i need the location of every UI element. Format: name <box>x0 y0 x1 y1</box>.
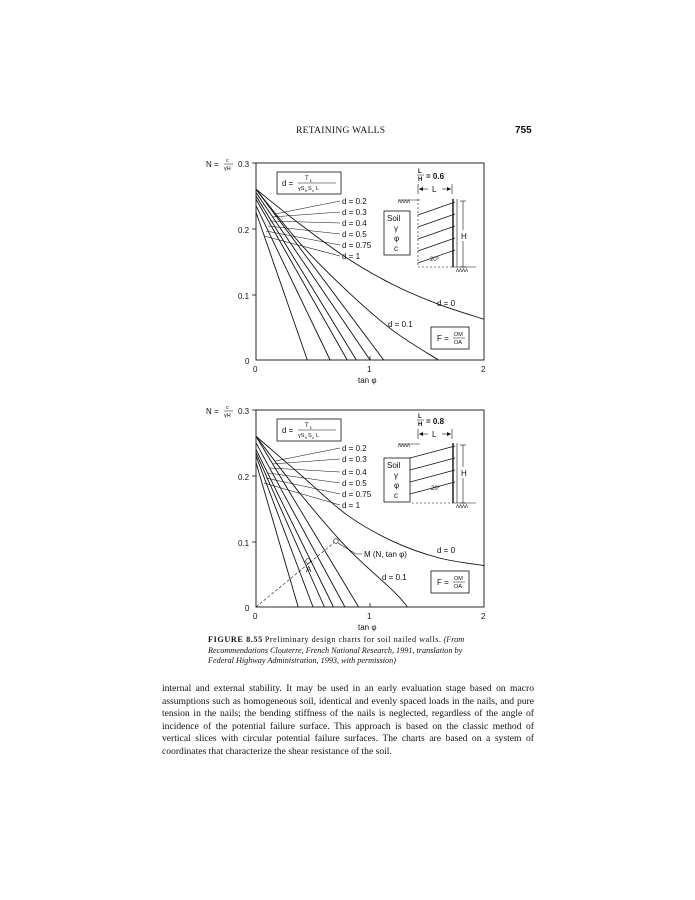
soil-gamma: γ <box>394 471 398 480</box>
figure-label: FIGURE 8.55 <box>208 635 263 644</box>
y-axis-label: N = <box>206 160 219 169</box>
y-axis-label-denominator: γH <box>224 166 231 172</box>
svg-text:T: T <box>305 176 309 182</box>
body-paragraph: internal and external stability. It may be used in an early evaluation stage based on macro assumptions such as homogeneous soil, identical and evenly spaced loads in the nails, and pure tension in the nails; the bending stiffness of the nails is neglected, regardless of the angle of incidence of the potential failure surface. This approach is based on the classic method of vertical slices with circular potential failure surfaces. The charts are based on a system of coordinates that characterize the shear resistance of the soil. <box>162 683 534 757</box>
ratio-label: = 0.6 <box>426 172 445 181</box>
svg-text:H: H <box>418 177 423 183</box>
d-curve-label: d = 0.2 <box>342 197 367 206</box>
svg-text:d =: d = <box>282 426 294 435</box>
svg-text:c: c <box>226 405 229 411</box>
svg-text:H: H <box>418 422 423 428</box>
angle-label: 20° <box>430 257 440 263</box>
svg-text:L: L <box>310 425 313 430</box>
x-tick-label: 2 <box>481 612 486 621</box>
svg-text:d =: d = <box>282 179 294 188</box>
soil-gamma: γ <box>394 224 398 233</box>
svg-text:F =: F = <box>437 334 449 343</box>
svg-text:v: v <box>312 435 314 440</box>
svg-text:ʌʌʌʌ: ʌʌʌʌ <box>398 443 410 449</box>
y-tick-label: 0.1 <box>238 539 250 548</box>
d-curve-label: d = 0.4 <box>342 219 367 228</box>
x-tick-label: 0 <box>253 365 258 374</box>
y-tick-label: 0.1 <box>238 292 250 301</box>
soil-phi: φ <box>394 481 400 490</box>
svg-text:h: h <box>305 188 308 193</box>
curve-d-0-5 <box>256 199 347 360</box>
svg-text:ʌʌʌʌ: ʌʌʌʌ <box>398 199 410 205</box>
L-label: L <box>432 430 437 439</box>
svg-text:L: L <box>316 433 320 439</box>
soil-phi: φ <box>394 234 400 243</box>
d01-label: d = 0.1 <box>382 573 407 582</box>
om-line <box>256 541 336 607</box>
d-curve-label: d = 0.5 <box>342 230 367 239</box>
design-chart-lh-0-8 <box>0 402 695 634</box>
y-tick-label: 0.2 <box>238 226 250 235</box>
curve-d-0-4 <box>256 449 334 607</box>
label-leaders <box>264 201 340 256</box>
svg-text:S: S <box>308 433 312 439</box>
svg-text:ʌʌʌʌ: ʌʌʌʌ <box>456 268 468 274</box>
d0-label: d = 0 <box>437 546 456 555</box>
figure-source: (From Recommendations Clouterre, French National Research, 1991, translation by Federal Highway Administration, 1993, with permission) <box>208 635 465 665</box>
y-tick-label: 0 <box>245 604 250 613</box>
d0-label: d = 0 <box>437 299 456 308</box>
x-axis-label: tan φ <box>358 623 377 632</box>
svg-text:OM: OM <box>454 576 463 582</box>
angle-label: 20° <box>431 486 441 492</box>
y-tick-label: 0 <box>245 357 250 366</box>
d-curve-label: d = 0.75 <box>342 241 372 250</box>
curve-d-0-3 <box>256 443 345 607</box>
svg-text:OA: OA <box>454 584 462 590</box>
H-label: H <box>461 232 467 241</box>
d-curve-label: d = 0.5 <box>342 479 367 488</box>
d-curve-label: d = 0.2 <box>342 444 367 453</box>
svg-text:h: h <box>305 435 308 440</box>
svg-text:OM: OM <box>454 332 463 338</box>
point-A-label: A <box>306 565 312 574</box>
svg-text:γS: γS <box>298 186 305 192</box>
svg-text:L: L <box>418 169 422 175</box>
d-curve-label: d = 0.3 <box>342 208 367 217</box>
svg-text:v: v <box>312 188 314 193</box>
svg-text:L: L <box>418 414 422 420</box>
svg-text:γS: γS <box>298 433 305 439</box>
x-tick-label: 0 <box>253 612 258 621</box>
point-A <box>306 559 311 564</box>
x-axis-label: tan φ <box>358 376 377 385</box>
curve-d-1 <box>256 463 298 607</box>
y-tick-label: 0.2 <box>238 473 250 482</box>
soil-cohesion: c <box>394 244 398 253</box>
x-tick-label: 1 <box>367 612 372 621</box>
y-axis-label: N = <box>206 407 219 416</box>
svg-text:γH: γH <box>224 413 231 419</box>
soil-label: Soil <box>387 461 401 470</box>
svg-text:F =: F = <box>437 578 449 587</box>
d-curve-label: d = 0.4 <box>342 468 367 477</box>
soil-label: Soil <box>387 214 401 223</box>
y-tick-label: 0.3 <box>238 160 250 169</box>
svg-text:L: L <box>310 178 313 183</box>
L-label: L <box>432 185 437 194</box>
figure-title: Preliminary design charts for soil nailed walls. <box>264 635 442 644</box>
soil-cohesion: c <box>394 491 398 500</box>
d-curve-label: d = 0.3 <box>342 455 367 464</box>
d01-label: d = 0.1 <box>388 320 413 329</box>
svg-text:L: L <box>316 186 320 192</box>
svg-text:T: T <box>305 423 309 429</box>
d-curve-label: d = 1 <box>342 501 361 510</box>
svg-text:S: S <box>308 186 312 192</box>
svg-text:OA: OA <box>454 340 462 346</box>
x-tick-label: 2 <box>481 365 486 374</box>
curve-d-1 <box>256 212 307 360</box>
d-curve-label: d = 1 <box>342 252 361 261</box>
page-number: 755 <box>515 125 532 136</box>
x-tick-label: 1 <box>367 365 372 374</box>
svg-text:ʌʌʌʌ: ʌʌʌʌ <box>456 504 468 510</box>
d-curve-label: d = 0.75 <box>342 490 372 499</box>
point-M-label: M (N, tan φ) <box>364 550 407 559</box>
H-label: H <box>461 469 467 478</box>
y-axis-label-numerator: c <box>226 158 229 164</box>
design-chart-lh-0-6 <box>0 155 695 390</box>
figure-caption <box>208 635 490 667</box>
y-tick-label: 0.3 <box>238 407 250 416</box>
ratio-label: = 0.8 <box>426 417 445 426</box>
curve-d-0-3 <box>256 193 370 360</box>
point-M <box>334 539 339 544</box>
running-header-title: RETAINING WALLS <box>296 126 386 136</box>
